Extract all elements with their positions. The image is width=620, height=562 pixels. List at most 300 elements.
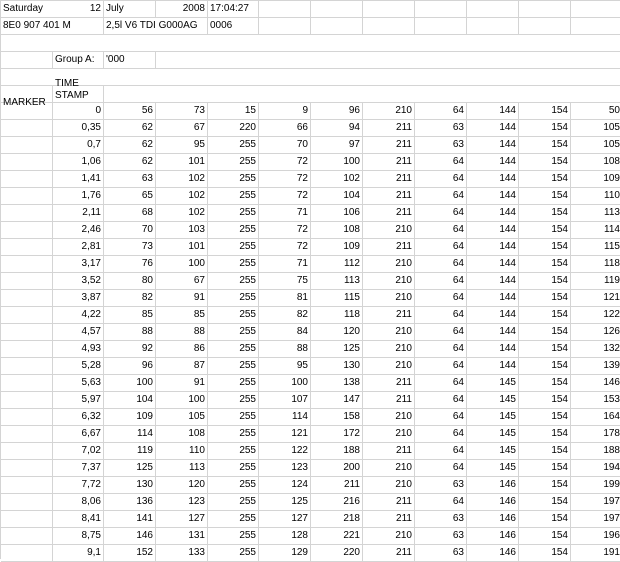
- value-cell[interactable]: 128: [259, 528, 311, 545]
- marker-cell[interactable]: [1, 188, 53, 205]
- value-cell[interactable]: 119: [571, 273, 620, 290]
- value-cell[interactable]: 100: [259, 375, 311, 392]
- value-cell[interactable]: 144: [467, 205, 519, 222]
- value-cell[interactable]: 123: [259, 460, 311, 477]
- value-cell[interactable]: 191: [571, 545, 620, 562]
- value-cell[interactable]: 144: [467, 120, 519, 137]
- marker-cell[interactable]: [1, 341, 53, 358]
- marker-cell[interactable]: [1, 171, 53, 188]
- timestamp-cell[interactable]: 2,11: [53, 205, 104, 222]
- value-cell[interactable]: 145: [467, 460, 519, 477]
- marker-cell[interactable]: [1, 307, 53, 324]
- value-cell[interactable]: 94: [311, 120, 363, 137]
- value-cell[interactable]: 146: [104, 528, 156, 545]
- value-cell[interactable]: 72: [259, 239, 311, 256]
- timestamp-cell[interactable]: 6,32: [53, 409, 104, 426]
- value-cell[interactable]: 66: [259, 120, 311, 137]
- value-cell[interactable]: 15: [208, 103, 259, 120]
- timestamp-cell[interactable]: 2,46: [53, 222, 104, 239]
- value-cell[interactable]: 118: [311, 307, 363, 324]
- value-cell[interactable]: 154: [519, 222, 571, 239]
- value-cell[interactable]: 196: [571, 528, 620, 545]
- value-cell[interactable]: 82: [259, 307, 311, 324]
- value-cell[interactable]: 101: [156, 239, 208, 256]
- value-cell[interactable]: 109: [104, 409, 156, 426]
- value-cell[interactable]: 154: [519, 205, 571, 222]
- value-cell[interactable]: 255: [208, 137, 259, 154]
- time-cell[interactable]: 17:04:27: [208, 1, 259, 18]
- empty-cell[interactable]: [104, 86, 620, 103]
- value-cell[interactable]: 72: [259, 222, 311, 239]
- timestamp-cell[interactable]: 4,93: [53, 341, 104, 358]
- value-cell[interactable]: 255: [208, 290, 259, 307]
- value-cell[interactable]: 95: [259, 358, 311, 375]
- value-cell[interactable]: 64: [415, 460, 467, 477]
- value-cell[interactable]: 112: [311, 256, 363, 273]
- value-cell[interactable]: 67: [156, 120, 208, 137]
- value-cell[interactable]: 136: [104, 494, 156, 511]
- value-cell[interactable]: 200: [311, 460, 363, 477]
- year-cell[interactable]: 2008: [156, 1, 208, 18]
- marker-cell[interactable]: [1, 273, 53, 290]
- marker-cell[interactable]: [1, 120, 53, 137]
- empty-cell[interactable]: [415, 18, 467, 35]
- value-cell[interactable]: 154: [519, 545, 571, 562]
- part-number-cell[interactable]: 8E0 907 401 M: [1, 18, 104, 35]
- value-cell[interactable]: 255: [208, 494, 259, 511]
- value-cell[interactable]: 210: [363, 273, 415, 290]
- timestamp-cell[interactable]: 8,75: [53, 528, 104, 545]
- value-cell[interactable]: 64: [415, 171, 467, 188]
- value-cell[interactable]: 63: [415, 511, 467, 528]
- value-cell[interactable]: 144: [467, 188, 519, 205]
- value-cell[interactable]: 56: [104, 103, 156, 120]
- marker-cell[interactable]: [1, 256, 53, 273]
- marker-cell[interactable]: [1, 392, 53, 409]
- value-cell[interactable]: 64: [415, 154, 467, 171]
- value-cell[interactable]: 91: [156, 290, 208, 307]
- value-cell[interactable]: 210: [363, 358, 415, 375]
- value-cell[interactable]: 255: [208, 528, 259, 545]
- marker-header[interactable]: [1, 86, 53, 108]
- value-cell[interactable]: 64: [415, 426, 467, 443]
- value-cell[interactable]: 211: [363, 307, 415, 324]
- value-cell[interactable]: 221: [311, 528, 363, 545]
- value-cell[interactable]: 113: [311, 273, 363, 290]
- value-cell[interactable]: 72: [259, 171, 311, 188]
- value-cell[interactable]: 255: [208, 545, 259, 562]
- value-cell[interactable]: 144: [467, 358, 519, 375]
- value-cell[interactable]: 121: [259, 426, 311, 443]
- value-cell[interactable]: 164: [571, 409, 620, 426]
- timestamp-cell[interactable]: 5,97: [53, 392, 104, 409]
- empty-cell[interactable]: [519, 18, 571, 35]
- value-cell[interactable]: 108: [156, 426, 208, 443]
- value-cell[interactable]: 211: [363, 545, 415, 562]
- value-cell[interactable]: 146: [467, 494, 519, 511]
- value-cell[interactable]: 152: [104, 545, 156, 562]
- value-cell[interactable]: 64: [415, 188, 467, 205]
- value-cell[interactable]: 109: [311, 239, 363, 256]
- marker-cell[interactable]: [1, 477, 53, 494]
- value-cell[interactable]: 211: [363, 154, 415, 171]
- timestamp-cell[interactable]: 7,72: [53, 477, 104, 494]
- value-cell[interactable]: 63: [415, 528, 467, 545]
- value-cell[interactable]: 71: [259, 256, 311, 273]
- value-cell[interactable]: 88: [104, 324, 156, 341]
- value-cell[interactable]: 178: [571, 426, 620, 443]
- value-cell[interactable]: 211: [363, 171, 415, 188]
- value-cell[interactable]: 194: [571, 460, 620, 477]
- value-cell[interactable]: 144: [467, 103, 519, 120]
- group-value-cell[interactable]: '000: [104, 52, 156, 69]
- value-cell[interactable]: 210: [363, 341, 415, 358]
- marker-cell[interactable]: [1, 409, 53, 426]
- value-cell[interactable]: 197: [571, 511, 620, 528]
- empty-cell[interactable]: [259, 1, 311, 18]
- value-cell[interactable]: 71: [259, 205, 311, 222]
- value-cell[interactable]: 63: [104, 171, 156, 188]
- value-cell[interactable]: 255: [208, 375, 259, 392]
- value-cell[interactable]: 115: [571, 239, 620, 256]
- empty-cell[interactable]: [259, 18, 311, 35]
- code-cell[interactable]: 0006: [208, 18, 259, 35]
- value-cell[interactable]: 158: [311, 409, 363, 426]
- value-cell[interactable]: 144: [467, 256, 519, 273]
- marker-cell[interactable]: [1, 290, 53, 307]
- value-cell[interactable]: 211: [311, 477, 363, 494]
- value-cell[interactable]: 87: [156, 358, 208, 375]
- value-cell[interactable]: 139: [571, 358, 620, 375]
- marker-cell[interactable]: [1, 154, 53, 171]
- value-cell[interactable]: 106: [311, 205, 363, 222]
- value-cell[interactable]: 188: [311, 443, 363, 460]
- value-cell[interactable]: 255: [208, 392, 259, 409]
- value-cell[interactable]: 123: [156, 494, 208, 511]
- timestamp-cell[interactable]: 0,35: [53, 120, 104, 137]
- value-cell[interactable]: 62: [104, 154, 156, 171]
- value-cell[interactable]: 146: [467, 511, 519, 528]
- marker-cell[interactable]: [1, 324, 53, 341]
- value-cell[interactable]: 255: [208, 273, 259, 290]
- value-cell[interactable]: 64: [415, 409, 467, 426]
- value-cell[interactable]: 211: [363, 205, 415, 222]
- value-cell[interactable]: 145: [467, 375, 519, 392]
- empty-cell[interactable]: [311, 18, 363, 35]
- empty-cell[interactable]: [311, 1, 363, 18]
- value-cell[interactable]: 210: [363, 222, 415, 239]
- value-cell[interactable]: 67: [156, 273, 208, 290]
- value-cell[interactable]: 125: [259, 494, 311, 511]
- value-cell[interactable]: 130: [104, 477, 156, 494]
- value-cell[interactable]: 216: [311, 494, 363, 511]
- value-cell[interactable]: 211: [363, 494, 415, 511]
- value-cell[interactable]: 255: [208, 443, 259, 460]
- timestamp-cell[interactable]: 2,81: [53, 239, 104, 256]
- value-cell[interactable]: 76: [104, 256, 156, 273]
- value-cell[interactable]: 102: [156, 188, 208, 205]
- value-cell[interactable]: 121: [571, 290, 620, 307]
- value-cell[interactable]: 255: [208, 205, 259, 222]
- value-cell[interactable]: 144: [467, 222, 519, 239]
- value-cell[interactable]: 211: [363, 443, 415, 460]
- value-cell[interactable]: 102: [156, 171, 208, 188]
- value-cell[interactable]: 73: [156, 103, 208, 120]
- value-cell[interactable]: 255: [208, 256, 259, 273]
- value-cell[interactable]: 172: [311, 426, 363, 443]
- value-cell[interactable]: 101: [156, 154, 208, 171]
- value-cell[interactable]: 255: [208, 426, 259, 443]
- value-cell[interactable]: 88: [156, 324, 208, 341]
- value-cell[interactable]: 110: [571, 188, 620, 205]
- value-cell[interactable]: 131: [156, 528, 208, 545]
- empty-cell[interactable]: [571, 18, 620, 35]
- value-cell[interactable]: 154: [519, 239, 571, 256]
- value-cell[interactable]: 64: [415, 103, 467, 120]
- value-cell[interactable]: 199: [571, 477, 620, 494]
- value-cell[interactable]: 154: [519, 307, 571, 324]
- value-cell[interactable]: 147: [311, 392, 363, 409]
- value-cell[interactable]: 127: [259, 511, 311, 528]
- value-cell[interactable]: 81: [259, 290, 311, 307]
- value-cell[interactable]: 210: [363, 103, 415, 120]
- value-cell[interactable]: 105: [156, 409, 208, 426]
- empty-cell[interactable]: [363, 1, 415, 18]
- value-cell[interactable]: 107: [259, 392, 311, 409]
- timestamp-cell[interactable]: 7,02: [53, 443, 104, 460]
- date-day-cell[interactable]: 12: [53, 1, 104, 18]
- value-cell[interactable]: 105: [571, 120, 620, 137]
- value-cell[interactable]: 63: [415, 120, 467, 137]
- marker-cell[interactable]: [1, 545, 53, 562]
- value-cell[interactable]: 130: [311, 358, 363, 375]
- value-cell[interactable]: 100: [104, 375, 156, 392]
- value-cell[interactable]: 104: [311, 188, 363, 205]
- value-cell[interactable]: 133: [156, 545, 208, 562]
- value-cell[interactable]: 114: [571, 222, 620, 239]
- value-cell[interactable]: 138: [311, 375, 363, 392]
- value-cell[interactable]: 64: [415, 443, 467, 460]
- value-cell[interactable]: 154: [519, 256, 571, 273]
- value-cell[interactable]: 154: [519, 375, 571, 392]
- empty-cell[interactable]: [467, 1, 519, 18]
- value-cell[interactable]: 125: [104, 460, 156, 477]
- value-cell[interactable]: 127: [156, 511, 208, 528]
- value-cell[interactable]: 154: [519, 324, 571, 341]
- value-cell[interactable]: 91: [156, 375, 208, 392]
- value-cell[interactable]: 84: [259, 324, 311, 341]
- value-cell[interactable]: 154: [519, 528, 571, 545]
- value-cell[interactable]: 73: [104, 239, 156, 256]
- empty-cell[interactable]: [156, 52, 620, 69]
- value-cell[interactable]: 218: [311, 511, 363, 528]
- value-cell[interactable]: 110: [156, 443, 208, 460]
- marker-cell[interactable]: [1, 205, 53, 222]
- timestamp-cell[interactable]: 1,76: [53, 188, 104, 205]
- value-cell[interactable]: 108: [571, 154, 620, 171]
- value-cell[interactable]: 255: [208, 171, 259, 188]
- value-cell[interactable]: 68: [104, 205, 156, 222]
- empty-row[interactable]: [1, 35, 620, 52]
- value-cell[interactable]: 255: [208, 154, 259, 171]
- value-cell[interactable]: 9: [259, 103, 311, 120]
- value-cell[interactable]: 255: [208, 341, 259, 358]
- value-cell[interactable]: 154: [519, 511, 571, 528]
- value-cell[interactable]: 154: [519, 120, 571, 137]
- value-cell[interactable]: 210: [363, 324, 415, 341]
- marker-cell[interactable]: [1, 426, 53, 443]
- value-cell[interactable]: 50: [571, 103, 620, 120]
- value-cell[interactable]: 210: [363, 409, 415, 426]
- timestamp-cell[interactable]: 8,41: [53, 511, 104, 528]
- value-cell[interactable]: 210: [363, 256, 415, 273]
- value-cell[interactable]: 146: [467, 545, 519, 562]
- timestamp-cell[interactable]: 7,37: [53, 460, 104, 477]
- value-cell[interactable]: 145: [467, 409, 519, 426]
- marker-cell[interactable]: [1, 358, 53, 375]
- value-cell[interactable]: 154: [519, 188, 571, 205]
- value-cell[interactable]: 95: [156, 137, 208, 154]
- empty-cell[interactable]: [415, 1, 467, 18]
- value-cell[interactable]: 64: [415, 239, 467, 256]
- empty-cell[interactable]: [467, 18, 519, 35]
- value-cell[interactable]: 154: [519, 154, 571, 171]
- value-cell[interactable]: 122: [571, 307, 620, 324]
- timestamp-cell[interactable]: 9,1: [53, 545, 104, 562]
- value-cell[interactable]: 255: [208, 409, 259, 426]
- value-cell[interactable]: 64: [415, 256, 467, 273]
- value-cell[interactable]: 144: [467, 137, 519, 154]
- value-cell[interactable]: 144: [467, 239, 519, 256]
- timestamp-cell[interactable]: 5,63: [53, 375, 104, 392]
- value-cell[interactable]: 255: [208, 222, 259, 239]
- value-cell[interactable]: 211: [363, 392, 415, 409]
- value-cell[interactable]: 255: [208, 460, 259, 477]
- marker-cell[interactable]: [1, 375, 53, 392]
- value-cell[interactable]: 210: [363, 477, 415, 494]
- value-cell[interactable]: 154: [519, 341, 571, 358]
- value-cell[interactable]: 118: [571, 256, 620, 273]
- value-cell[interactable]: 141: [104, 511, 156, 528]
- value-cell[interactable]: 145: [467, 443, 519, 460]
- value-cell[interactable]: 211: [363, 511, 415, 528]
- value-cell[interactable]: 146: [467, 528, 519, 545]
- value-cell[interactable]: 144: [467, 290, 519, 307]
- value-cell[interactable]: 63: [415, 137, 467, 154]
- value-cell[interactable]: 153: [571, 392, 620, 409]
- timestamp-cell[interactable]: 3,52: [53, 273, 104, 290]
- timestamp-cell[interactable]: 1,41: [53, 171, 104, 188]
- timestamp-cell[interactable]: 6,67: [53, 426, 104, 443]
- value-cell[interactable]: 144: [467, 273, 519, 290]
- marker-cell[interactable]: [1, 443, 53, 460]
- value-cell[interactable]: 255: [208, 239, 259, 256]
- value-cell[interactable]: 144: [467, 154, 519, 171]
- value-cell[interactable]: 100: [311, 154, 363, 171]
- value-cell[interactable]: 64: [415, 307, 467, 324]
- value-cell[interactable]: 64: [415, 273, 467, 290]
- value-cell[interactable]: 210: [363, 290, 415, 307]
- empty-cell[interactable]: [571, 1, 620, 18]
- value-cell[interactable]: 210: [363, 528, 415, 545]
- value-cell[interactable]: 197: [571, 494, 620, 511]
- value-cell[interactable]: 102: [156, 205, 208, 222]
- value-cell[interactable]: 144: [467, 307, 519, 324]
- value-cell[interactable]: 109: [571, 171, 620, 188]
- timestamp-cell[interactable]: 0: [53, 103, 104, 120]
- value-cell[interactable]: 64: [415, 205, 467, 222]
- engine-cell[interactable]: 2,5l V6 TDI G000AG: [104, 18, 208, 35]
- empty-cell[interactable]: [1, 52, 53, 69]
- value-cell[interactable]: 124: [259, 477, 311, 494]
- marker-cell[interactable]: [1, 239, 53, 256]
- value-cell[interactable]: 88: [259, 341, 311, 358]
- value-cell[interactable]: 144: [467, 171, 519, 188]
- value-cell[interactable]: 255: [208, 188, 259, 205]
- value-cell[interactable]: 80: [104, 273, 156, 290]
- value-cell[interactable]: 154: [519, 460, 571, 477]
- month-cell[interactable]: July: [104, 1, 156, 18]
- value-cell[interactable]: 63: [415, 545, 467, 562]
- marker-cell[interactable]: [1, 137, 53, 154]
- value-cell[interactable]: 96: [104, 358, 156, 375]
- value-cell[interactable]: 97: [311, 137, 363, 154]
- value-cell[interactable]: 72: [259, 154, 311, 171]
- value-cell[interactable]: 255: [208, 358, 259, 375]
- value-cell[interactable]: 220: [311, 545, 363, 562]
- marker-cell[interactable]: [1, 103, 53, 120]
- timestamp-cell[interactable]: 8,06: [53, 494, 104, 511]
- value-cell[interactable]: 114: [259, 409, 311, 426]
- timestamp-cell[interactable]: 3,17: [53, 256, 104, 273]
- value-cell[interactable]: 70: [259, 137, 311, 154]
- timestamp-cell[interactable]: 3,87: [53, 290, 104, 307]
- value-cell[interactable]: 64: [415, 341, 467, 358]
- marker-cell[interactable]: [1, 460, 53, 477]
- timestamp-cell[interactable]: 5,28: [53, 358, 104, 375]
- value-cell[interactable]: 108: [311, 222, 363, 239]
- value-cell[interactable]: 64: [415, 494, 467, 511]
- value-cell[interactable]: 154: [519, 290, 571, 307]
- value-cell[interactable]: 211: [363, 239, 415, 256]
- value-cell[interactable]: 154: [519, 443, 571, 460]
- value-cell[interactable]: 129: [259, 545, 311, 562]
- value-cell[interactable]: 154: [519, 494, 571, 511]
- value-cell[interactable]: 154: [519, 137, 571, 154]
- value-cell[interactable]: 65: [104, 188, 156, 205]
- value-cell[interactable]: 145: [467, 426, 519, 443]
- value-cell[interactable]: 210: [363, 426, 415, 443]
- value-cell[interactable]: 102: [311, 171, 363, 188]
- value-cell[interactable]: 104: [104, 392, 156, 409]
- value-cell[interactable]: 255: [208, 324, 259, 341]
- value-cell[interactable]: 144: [467, 324, 519, 341]
- value-cell[interactable]: 64: [415, 222, 467, 239]
- value-cell[interactable]: 105: [571, 137, 620, 154]
- value-cell[interactable]: 64: [415, 392, 467, 409]
- value-cell[interactable]: 210: [363, 460, 415, 477]
- value-cell[interactable]: 72: [259, 188, 311, 205]
- timestamp-header[interactable]: [53, 78, 104, 103]
- value-cell[interactable]: 85: [104, 307, 156, 324]
- value-cell[interactable]: 132: [571, 341, 620, 358]
- value-cell[interactable]: 96: [311, 103, 363, 120]
- value-cell[interactable]: 146: [467, 477, 519, 494]
- value-cell[interactable]: 211: [363, 120, 415, 137]
- value-cell[interactable]: 145: [467, 392, 519, 409]
- empty-cell[interactable]: [519, 1, 571, 18]
- marker-cell[interactable]: [1, 511, 53, 528]
